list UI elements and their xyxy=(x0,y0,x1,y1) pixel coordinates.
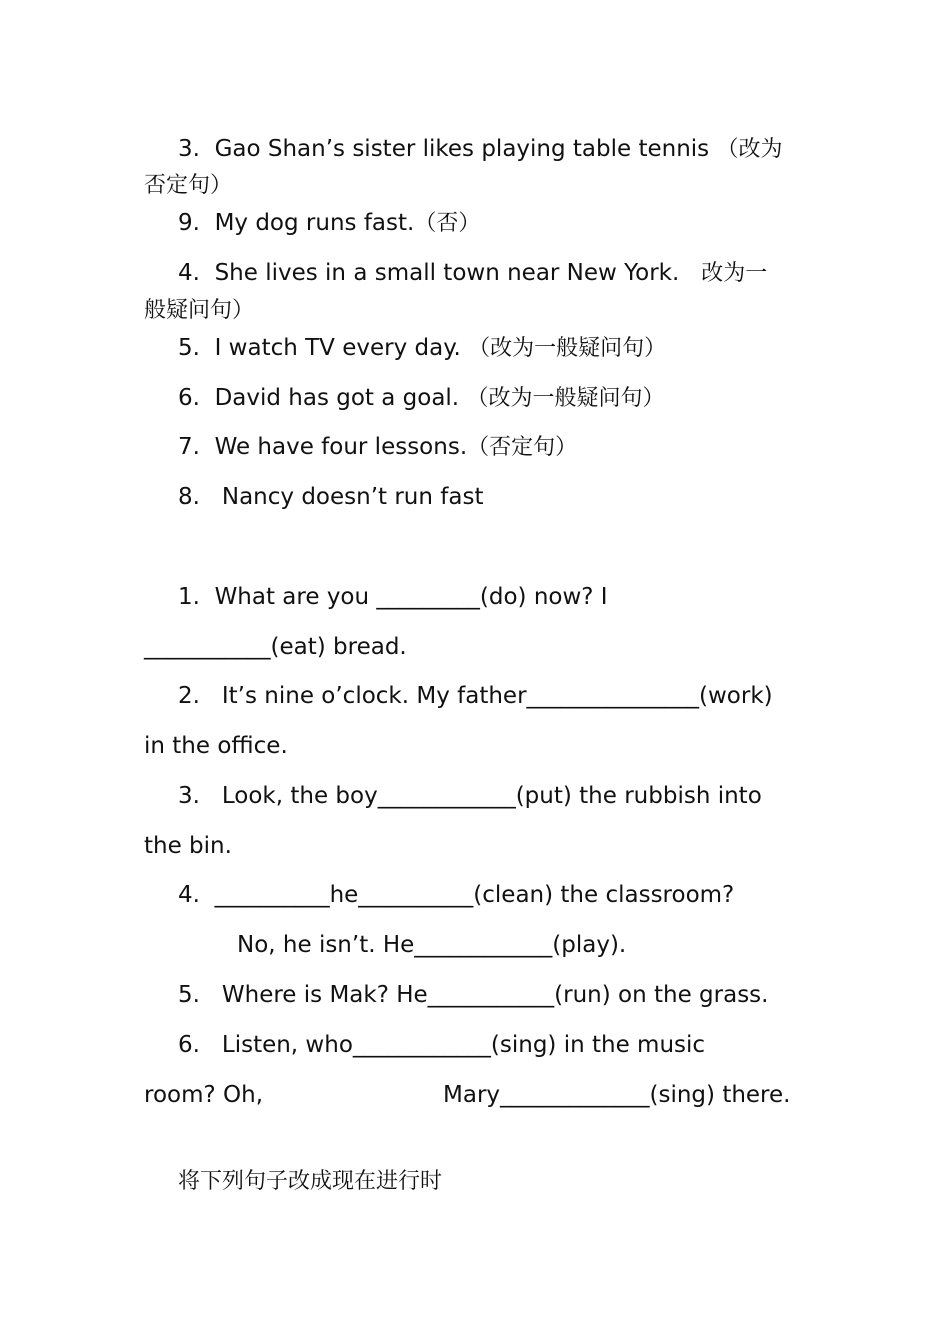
sentence-text: 6. David has got a goal. xyxy=(178,385,460,411)
sentence-text: 8. Nancy doesn’t run fast xyxy=(178,484,484,510)
sentence-text: 9. My dog runs fast. xyxy=(178,210,415,236)
sentence-6 xyxy=(0,383,950,414)
sentence-8 xyxy=(0,482,950,512)
fill-blank-4-answer: No, he isn’t. He____________(play). xyxy=(237,932,627,958)
fill-blank-5: 5. Where is Mak? He___________(run) on the grass. xyxy=(178,982,769,1008)
instruction-note: （否） xyxy=(414,211,481,236)
sentence-7 xyxy=(0,432,950,463)
sentence-4 xyxy=(0,258,950,289)
sentence-3 xyxy=(0,134,950,165)
fill-blank-1: 1. What are you _________(do) now? I xyxy=(178,584,608,610)
fill-blank-3: 3. Look, the boy____________(put) the rubbish into xyxy=(178,783,762,809)
fill-blank-4: 4. __________he__________(clean) the classroom? xyxy=(178,882,735,908)
instruction-note: （改为一般疑问句） xyxy=(468,336,667,361)
sentence-text: 4. She lives in a small town near New York. xyxy=(178,260,680,286)
sentence-text: 3. Gao Shan’s sister likes playing table tennis xyxy=(178,136,710,162)
fill-blank-6-continuation xyxy=(0,1080,950,1110)
sentence-4-continuation: 般疑问句） xyxy=(144,298,255,323)
section-heading: 将下列句子改成现在进行时 xyxy=(178,1169,443,1194)
instruction-note: （否定句） xyxy=(467,435,578,460)
sentence-5 xyxy=(0,333,950,364)
sentence-text: 7. We have four lessons. xyxy=(178,434,468,460)
fill-blank-6: 6. Listen, who____________(sing) in the music xyxy=(178,1032,706,1058)
fill-blank-1-continuation: ___________(eat) bread. xyxy=(144,634,407,660)
sentence-3-continuation: 否定句） xyxy=(144,173,233,198)
sentence-9 xyxy=(0,208,950,239)
sentence-text: 5. I watch TV every day. xyxy=(178,335,461,361)
fill-blank-2-continuation: in the office. xyxy=(144,733,288,759)
instruction-note: （改为 xyxy=(716,137,783,162)
instruction-note: 改为一 xyxy=(701,261,768,286)
fill-blank-6-part-b: Mary_____________(sing) there. xyxy=(443,1082,791,1108)
fill-blank-6-part-a: room? Oh, xyxy=(144,1082,264,1108)
fill-blank-3-continuation: the bin. xyxy=(144,833,232,859)
fill-blank-2: 2. It’s nine o’clock. My father_______________(work) xyxy=(178,683,773,709)
instruction-note: （改为一般疑问句） xyxy=(466,386,665,411)
